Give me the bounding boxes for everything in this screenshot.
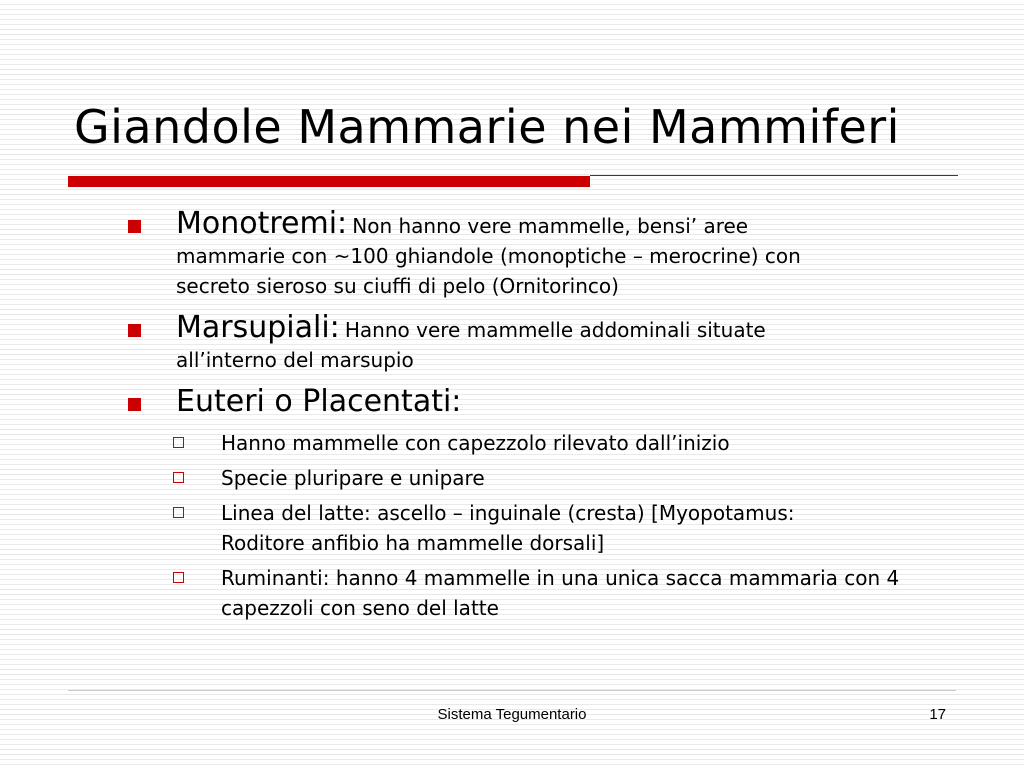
- hollow-square-bullet-icon: [173, 507, 184, 518]
- title-underline-thick: [68, 176, 590, 187]
- sub-bullet-item: [173, 428, 938, 458]
- slide-title: Giandole Mammarie nei Mammiferi: [74, 100, 900, 154]
- bullet-text: all’interno del marsupio: [176, 348, 414, 372]
- sub-bullet-list: [128, 428, 938, 623]
- sub-bullet-text: Linea del latte: ascello – inguinale (cresta) [Myopotamus:: [221, 501, 795, 525]
- bullet-text: Non hanno vere mammelle, bensi’ aree: [352, 214, 749, 238]
- hollow-square-bullet-icon: [173, 572, 184, 583]
- bullet-monotremi: [128, 206, 938, 301]
- bullet-lead: Euteri o Placentati:: [176, 384, 462, 419]
- bullet-euteri: [128, 384, 938, 419]
- sub-bullet-item: [173, 563, 938, 623]
- slide-content: [128, 206, 938, 628]
- hollow-square-bullet-icon: [173, 472, 184, 483]
- title-underline-thin: [590, 175, 958, 176]
- sub-bullet-text: Ruminanti: hanno 4 mammelle in una unica sacca mammaria con 4: [221, 566, 900, 590]
- square-bullet-icon: [128, 398, 141, 411]
- hollow-square-bullet-icon: [173, 437, 184, 448]
- bullet-text: secreto sieroso su ciuffi di pelo (Ornitorinco): [176, 274, 619, 298]
- bullet-text: mammarie con ~100 ghiandole (monoptiche – merocrine) con: [176, 244, 801, 268]
- bullet-marsupiali: [128, 310, 938, 375]
- sub-bullet-text: Roditore anfibio ha mammelle dorsali]: [221, 531, 605, 555]
- sub-bullet-text: capezzoli con seno del latte: [221, 596, 499, 620]
- footer-divider: [68, 690, 956, 691]
- page-number: 17: [929, 706, 946, 723]
- bullet-text: Hanno vere mammelle addominali situate: [344, 318, 766, 342]
- sub-bullet-text: Specie pluripare e unipare: [221, 466, 485, 490]
- bullet-lead: Monotremi:: [176, 206, 348, 241]
- square-bullet-icon: [128, 324, 141, 337]
- sub-bullet-text: Hanno mammelle con capezzolo rilevato dall’inizio: [221, 431, 730, 455]
- square-bullet-icon: [128, 220, 141, 233]
- bullet-lead: Marsupiali:: [176, 310, 340, 345]
- sub-bullet-item: [173, 498, 938, 558]
- sub-bullet-item: [173, 463, 938, 493]
- footer-title: Sistema Tegumentario: [437, 706, 587, 723]
